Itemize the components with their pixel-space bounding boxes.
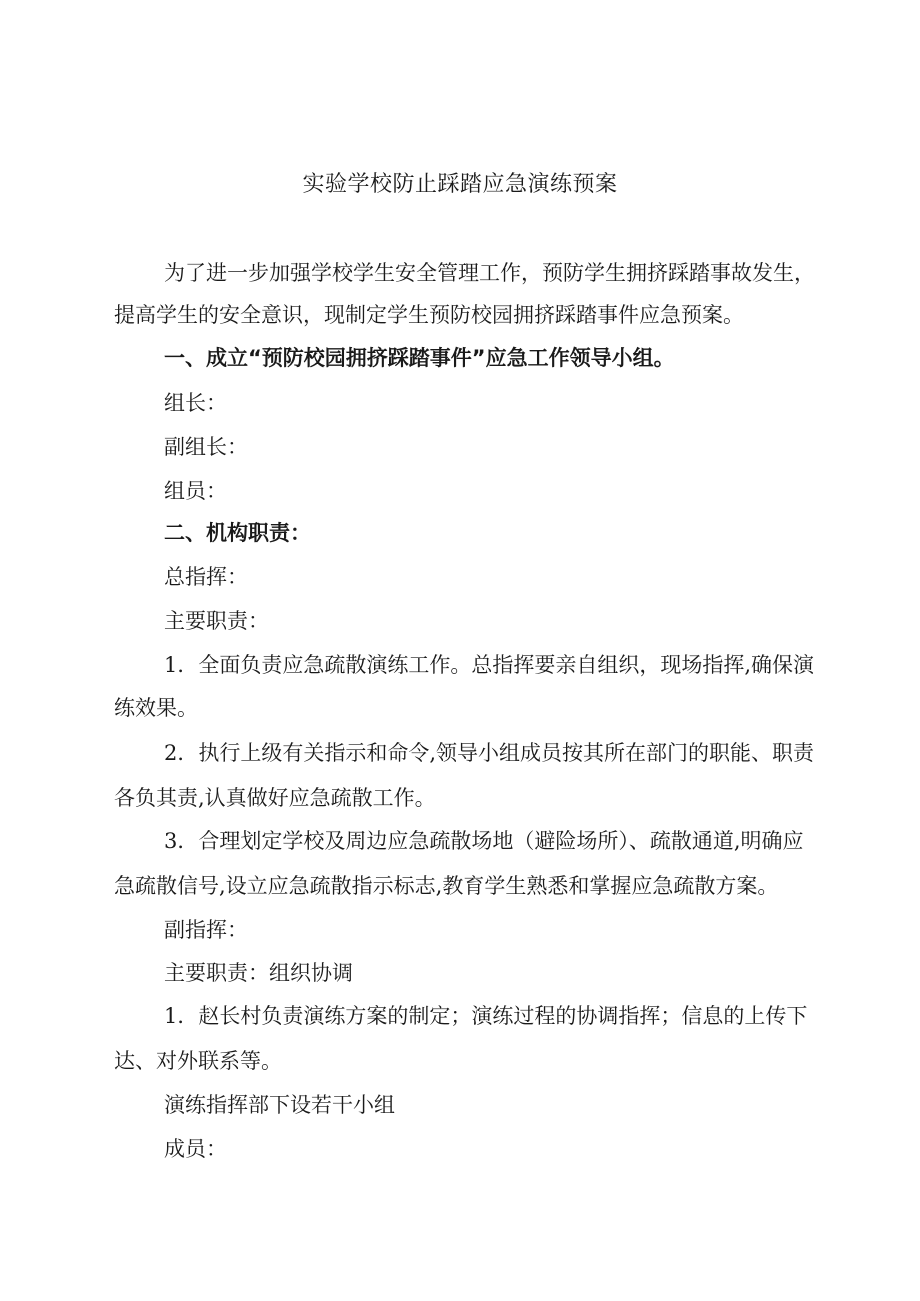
section-heading-1: 一、成立“预防校园拥挤踩踏事件”应急工作领导小组。: [164, 346, 675, 370]
duty-2-line-2: 各负其责,认真做好应急疏散工作。: [114, 786, 436, 810]
intro-line-1: 为了进一步加强学校学生安全管理工作，预防学生拥挤踩踏事故发生，: [164, 261, 815, 285]
duty-3-line-1: 3．合理划定学校及周边应急疏散场地（避险场所）、疏散通道,明确应: [164, 829, 804, 853]
deputy-commander-label: 副指挥：: [164, 918, 248, 942]
commander-label: 总指挥：: [164, 565, 248, 589]
deputy-duty-1-line-1: 1．赵长村负责演练方案的制定；演练过程的协调指挥；信息的上传下: [164, 1004, 808, 1028]
document-title: 实验学校防止踩踏应急演练预案: [302, 172, 618, 197]
intro-line-2: 提高学生的安全意识，现制定学生预防校园拥挤踩踏事件应急预案。: [114, 303, 744, 327]
duty-3-line-2: 急疏散信号,设立应急疏散指示标志,教育学生熟悉和掌握应急疏散方案。: [114, 874, 779, 898]
member-label: 组员：: [164, 479, 227, 503]
deputy-leader-label: 副组长：: [164, 435, 248, 459]
members-label: 成员：: [164, 1137, 227, 1161]
duty-1-line-2: 练效果。: [114, 696, 198, 720]
deputy-main-duties: 主要职责：组织协调: [164, 961, 353, 985]
duty-1-line-1: 1．全面负责应急疏散演练工作。总指挥要亲自组织，现场指挥,确保演: [164, 653, 815, 677]
main-duties-label: 主要职责：: [164, 609, 269, 633]
duty-2-line-1: 2．执行上级有关指示和命令,领导小组成员按其所在部门的职能、职责: [164, 741, 815, 765]
subgroups-line: 演练指挥部下设若干小组: [164, 1093, 395, 1117]
section-heading-2: 二、机构职责：: [164, 521, 311, 545]
leader-label: 组长：: [164, 391, 227, 415]
deputy-duty-1-line-2: 达、对外联系等。: [114, 1049, 282, 1073]
